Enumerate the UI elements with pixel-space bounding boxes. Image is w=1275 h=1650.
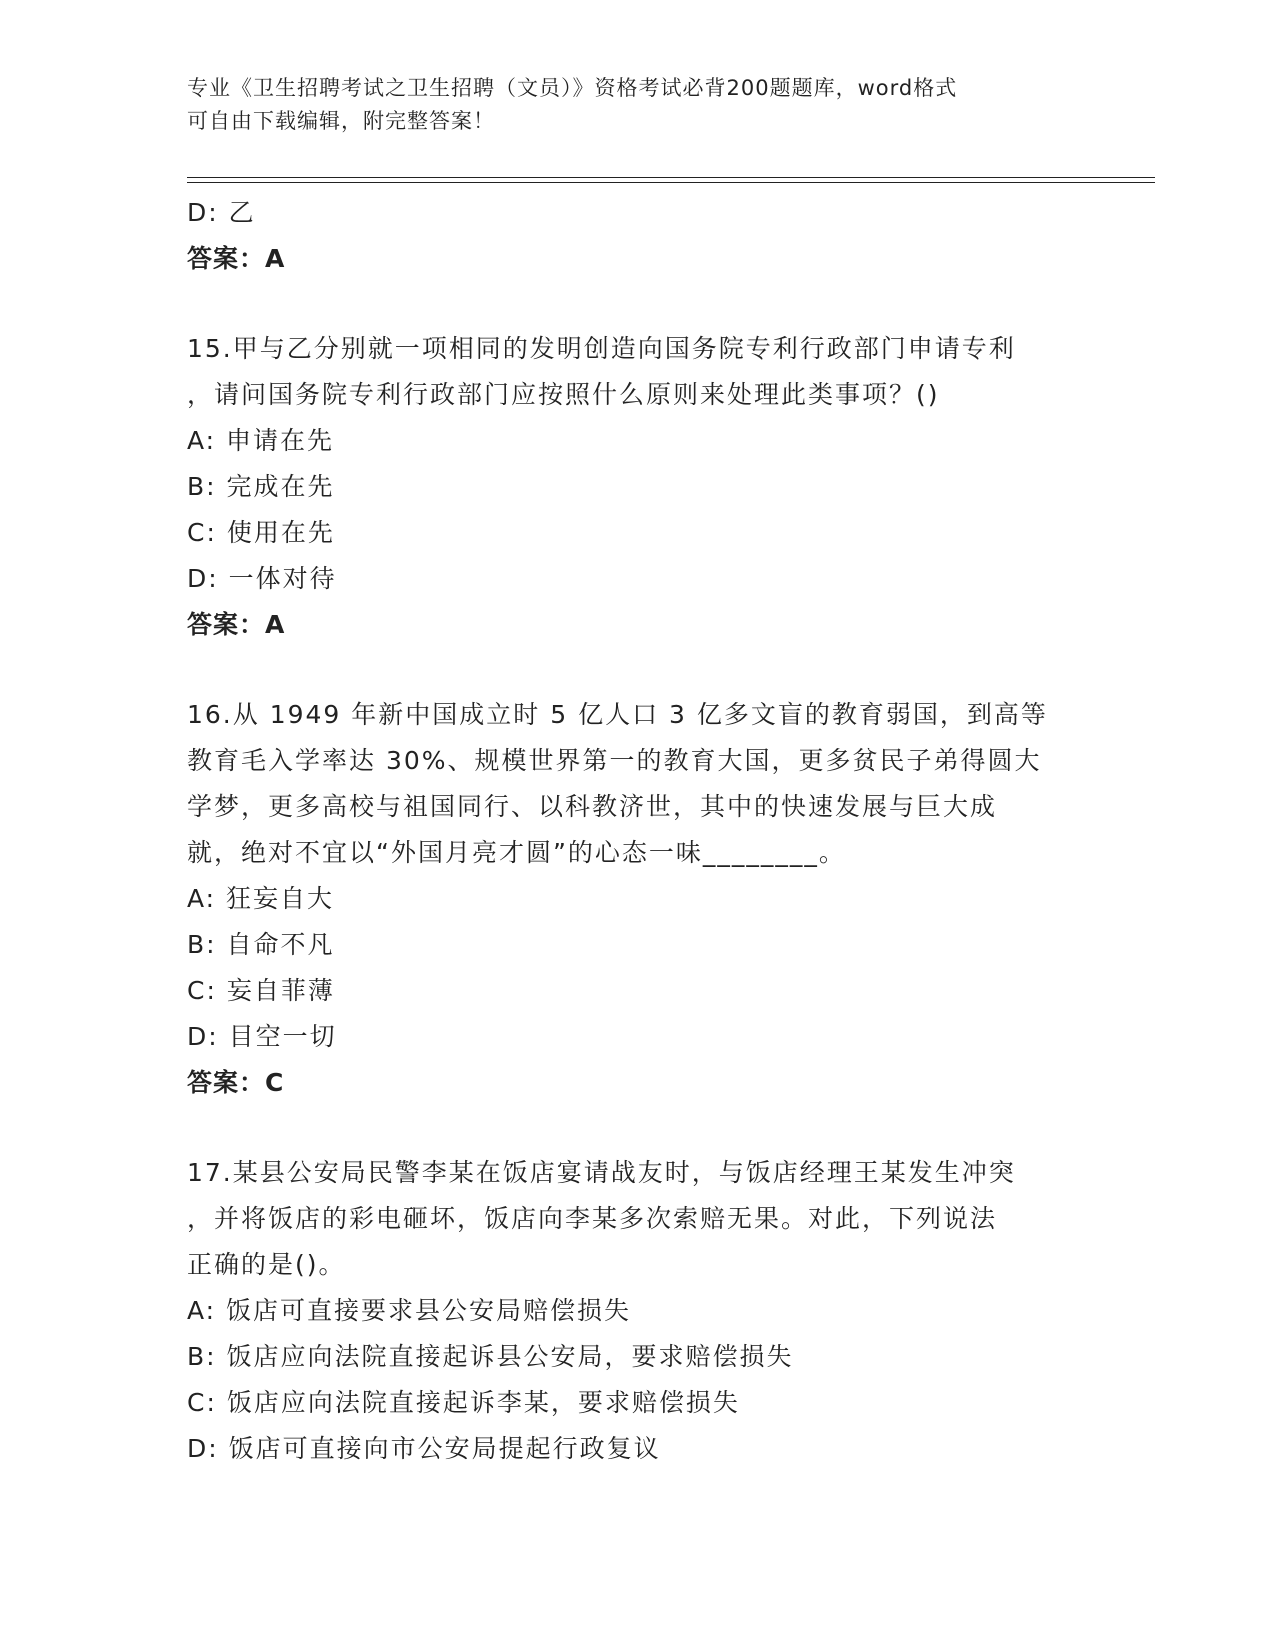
document-header bbox=[187, 72, 1087, 138]
option-d: D: 目空一切 bbox=[187, 1022, 337, 1051]
header-title-line-1: 专业《卫生招聘考试之卫生招聘（文员）》资格考试必背200题题库，word格式 bbox=[187, 76, 958, 100]
option-a: A: 申请在先 bbox=[187, 426, 335, 455]
option-c: C: 饭店应向法院直接起诉李某，要求赔偿损失 bbox=[187, 1388, 740, 1417]
question-text-line: ，请问国务院专利行政部门应按照什么原则来处理此类事项？() bbox=[187, 380, 940, 409]
option-a: A: 狂妄自大 bbox=[187, 884, 335, 913]
question-text-line: 17.某县公安局民警李某在饭店宴请战友时，与饭店经理王某发生冲突 bbox=[187, 1158, 1016, 1187]
option-a: A: 饭店可直接要求县公安局赔偿损失 bbox=[187, 1296, 632, 1325]
option-d: D: 乙 bbox=[187, 198, 256, 227]
header-title-line-2: 可自由下载编辑，附完整答案！ bbox=[187, 109, 495, 133]
question-text-line: 教育毛入学率达 30%、规模世界第一的教育大国，更多贫民子弟得圆大 bbox=[187, 746, 1042, 775]
option-c: C: 使用在先 bbox=[187, 518, 335, 547]
option-c: C: 妄自菲薄 bbox=[187, 976, 335, 1005]
question-15 bbox=[187, 326, 1087, 648]
question-text-line: 15.甲与乙分别就一项相同的发明创造向国务院专利行政部门申请专利 bbox=[187, 334, 1016, 363]
question-17 bbox=[187, 1150, 1087, 1472]
header-divider-top bbox=[187, 177, 1155, 178]
answer-line: 答案：C bbox=[187, 1068, 285, 1097]
previous-question-tail bbox=[187, 190, 1087, 282]
question-text-line: 就，绝对不宜以“外国月亮才圆”的心态一味________。 bbox=[187, 838, 846, 867]
option-b: B: 完成在先 bbox=[187, 472, 335, 501]
option-d: D: 饭店可直接向市公安局提起行政复议 bbox=[187, 1434, 661, 1463]
question-text-line: 16.从 1949 年新中国成立时 5 亿人口 3 亿多文盲的教育弱国，到高等 bbox=[187, 700, 1048, 729]
answer-line: 答案：A bbox=[187, 610, 286, 639]
question-text-line: 正确的是()。 bbox=[187, 1250, 346, 1279]
document-body bbox=[187, 190, 1087, 1472]
option-b: B: 饭店应向法院直接起诉县公安局，要求赔偿损失 bbox=[187, 1342, 794, 1371]
question-16 bbox=[187, 692, 1087, 1106]
question-text-line: 学梦，更多高校与祖国同行、以科教济世，其中的快速发展与巨大成 bbox=[187, 792, 998, 821]
option-d: D: 一体对待 bbox=[187, 564, 337, 593]
option-b: B: 自命不凡 bbox=[187, 930, 335, 959]
header-divider-bottom bbox=[187, 182, 1155, 183]
question-text-line: ，并将饭店的彩电砸坏，饭店向李某多次索赔无果。对此，下列说法 bbox=[187, 1204, 998, 1233]
answer-line: 答案：A bbox=[187, 244, 286, 273]
